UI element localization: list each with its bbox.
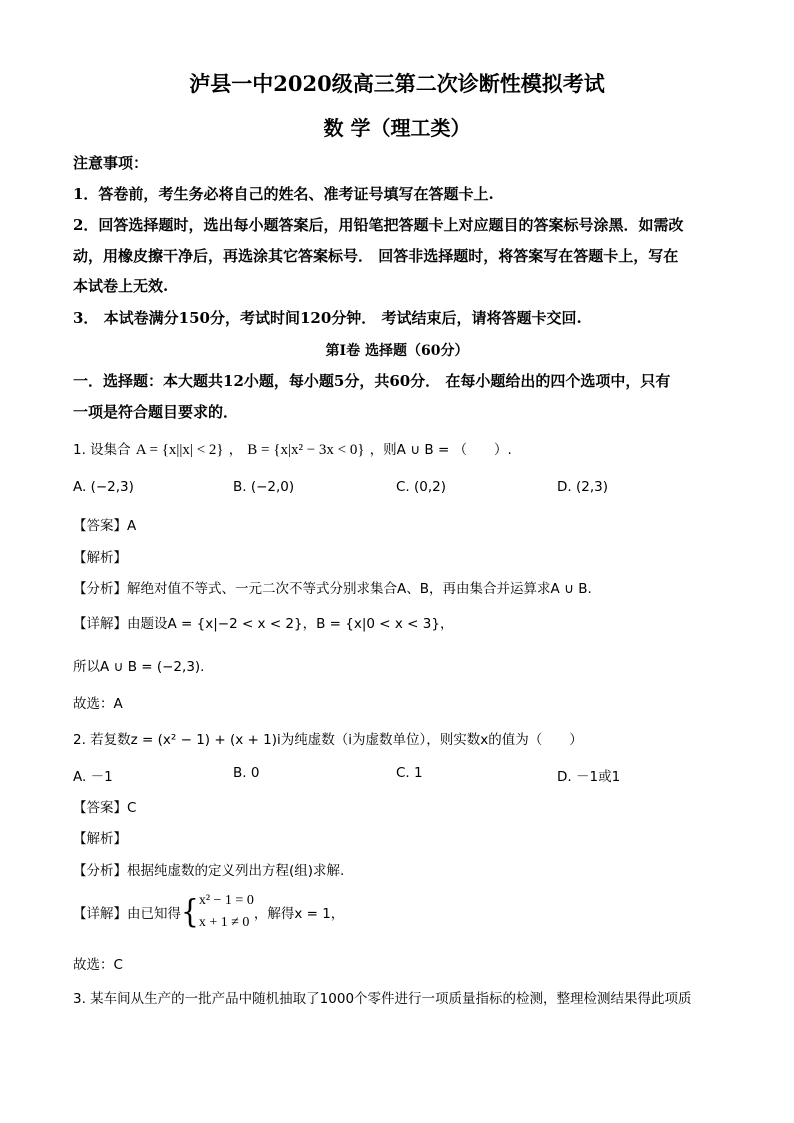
notice-item-1: 1．答卷前，考生务必将自己的姓名、准考证号填写在答题卡上. — [73, 185, 494, 203]
part1-intro-line-1: 一．选择题：本大题共12小题，每小题5分，共60分． 在每小题给出的四个选项中，只有 — [73, 372, 671, 390]
question-1-option-b: B. (−2,0) — [233, 479, 295, 495]
system-brace: { — [181, 892, 199, 931]
question-1-option-d: D. (2,3) — [557, 479, 608, 495]
equation-2: x + 1 ≠ 0 — [198, 915, 250, 930]
notice-item-2-line-2: 动，用橡皮擦干净后，再选涂其它答案标号． 回答非选择题时，将答案写在答题卡上，写在 — [73, 247, 679, 265]
question-1-set-b: B = {x|x² − 3x < 0} — [247, 442, 365, 458]
question-1-comma: ， — [228, 442, 243, 458]
question-1-prefix: 1. 设集合 — [73, 442, 131, 458]
question-1-conclusion: 所以A ∪ B = (−2,3). — [73, 659, 205, 675]
question-2-option-c: C. 1 — [396, 765, 423, 781]
question-2-option-d: D. －1或1 — [557, 769, 621, 785]
question-2-detail — [73, 890, 344, 934]
question-1-stem — [73, 438, 512, 459]
question-1-option-c: C. (0,2) — [396, 479, 447, 495]
question-2-answer: 【答案】C — [73, 800, 137, 816]
question-1-answer: 【答案】A — [73, 518, 137, 534]
question-1-suffix: ，则A ∪ B = （ ）. — [369, 442, 512, 458]
part1-intro-line-2: 一项是符合题目要求的． — [73, 403, 239, 421]
question-2-stem: 2. 若复数z = (x² − 1) + (x + 1)i为纯虚数（i为虚数单位），则实数x的值为（ ） — [73, 732, 583, 748]
notice-item-2-line-3: 本试卷上无效. — [73, 277, 169, 295]
question-2-analysis: 【分析】根据纯虚数的定义列出方程(组)求解. — [73, 863, 345, 879]
question-3-stem: 3. 某车间从生产的一批产品中随机抽取了1000个零件进行一项质量指标的检测，整理检测结果得此项质 — [73, 991, 692, 1007]
question-2-analysis-label: 【解析】 — [73, 831, 127, 847]
equation-system — [199, 890, 254, 934]
notice-item-3: 3． 本试卷满分150分，考试时间120分钟． 考试结束后，请将答题卡交回. — [73, 309, 582, 327]
question-1-detail: 【详解】由题设A = {x|−2 < x < 2}，B = {x|0 < x < 3}， — [73, 616, 454, 632]
question-2-detail-suffix: ，解得x = 1， — [253, 906, 345, 922]
question-1-analysis: 【分析】解绝对值不等式、一元二次不等式分别求集合A、B，再由集合并运算求A ∪ B. — [73, 581, 592, 597]
question-1-analysis-label: 【解析】 — [73, 550, 127, 566]
equation-1: x² − 1 = 0 — [198, 893, 254, 908]
part1-heading: 第I卷 选择题（60分） — [325, 343, 469, 359]
question-1-set-a: A = {x||x| < 2} — [135, 442, 224, 458]
question-1-choice: 故选：A — [73, 696, 123, 712]
notice-item-2-line-1: 2．回答选择题时，选出每小题答案后，用铅笔把答题卡上对应题目的答案标号涂黑．如需改 — [73, 216, 684, 234]
notice-heading: 注意事项： — [73, 154, 149, 172]
question-2-detail-prefix: 【详解】由已知得 — [73, 906, 181, 922]
page-subtitle: 数 学（理工类） — [323, 116, 471, 140]
question-2-option-a: A. －1 — [73, 769, 113, 785]
question-2-option-b: B. 0 — [233, 765, 260, 781]
page-title: 泸县一中2020级高三第二次诊断性模拟考试 — [189, 71, 605, 96]
question-2-choice: 故选：C — [73, 957, 123, 973]
question-1-option-a: A. (−2,3) — [73, 479, 134, 495]
